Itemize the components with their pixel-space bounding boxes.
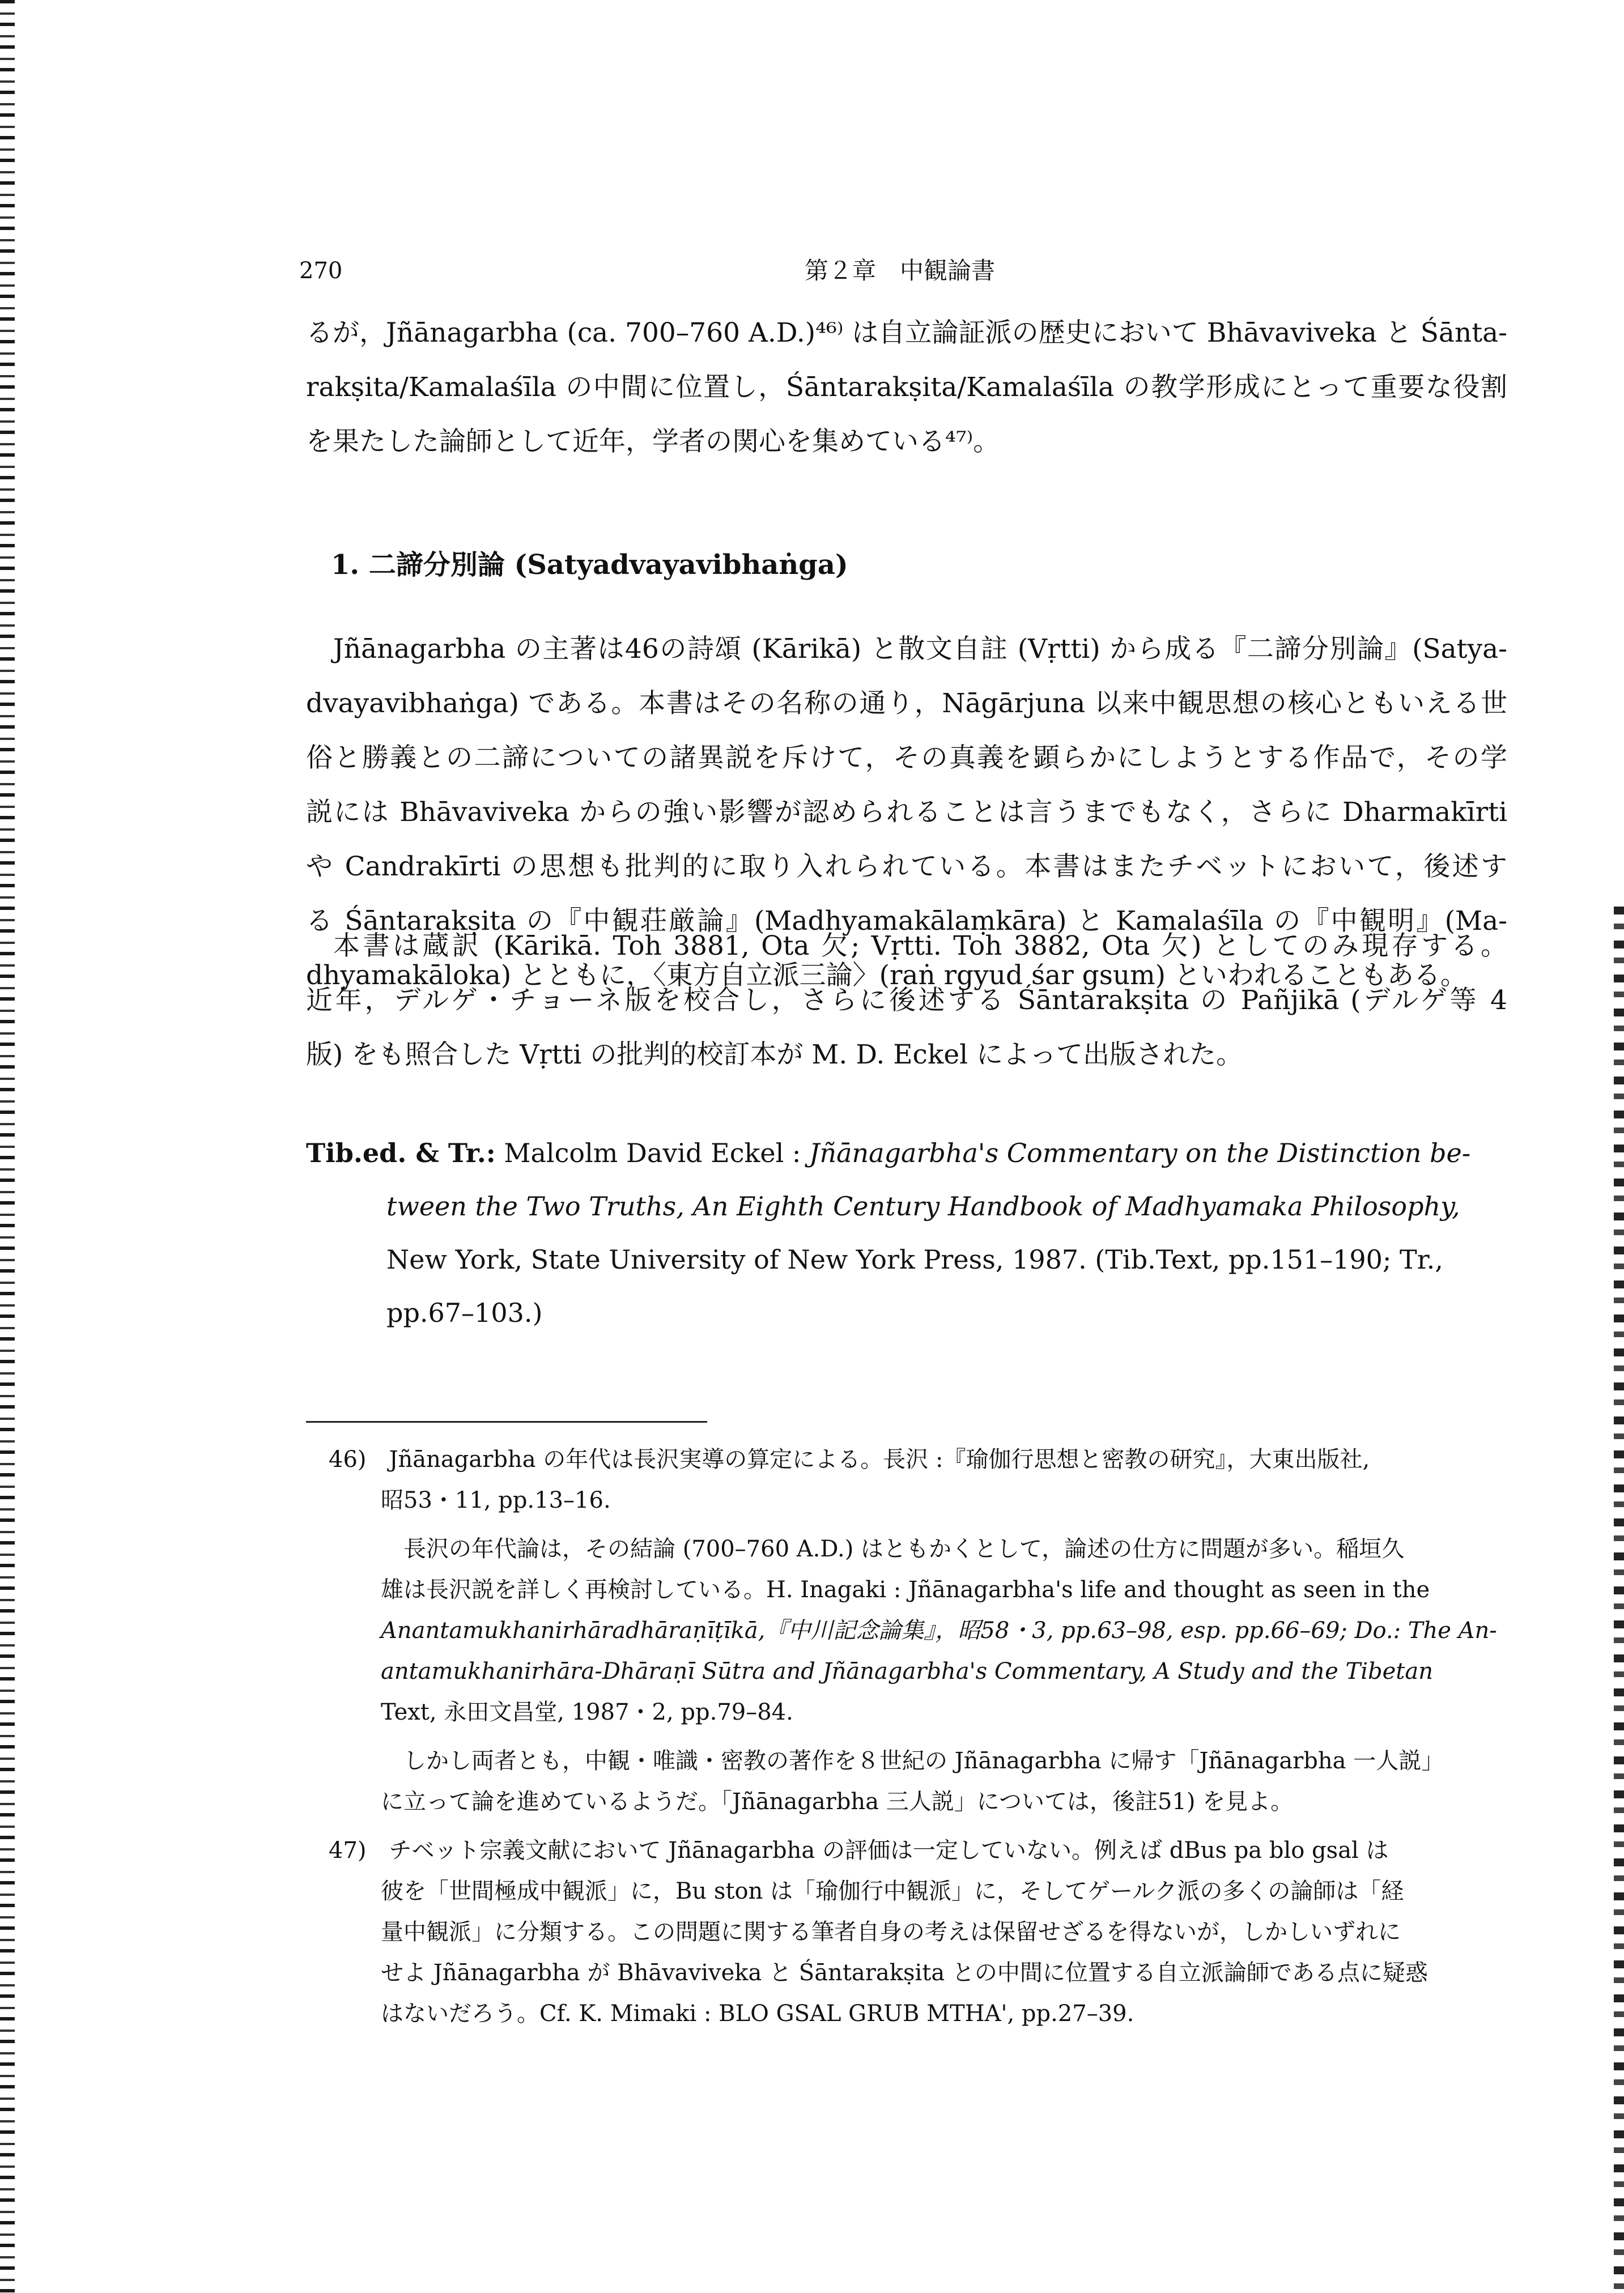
reference-line: New York, State University of New York Press, 1987. (Tib.Text, pp.151–190; Tr., [386,1244,1443,1275]
page-number: 270 [299,258,343,284]
edition-reference [306,1126,1507,1339]
footnote-line: に立って論を進めているようだ。「Jñānagarbha 三人説」については，後註51) を見よ。 [381,1789,1294,1815]
body-paragraph-2 [306,919,1507,1082]
footnote-line [329,1529,1507,1569]
reference-line: pp.67–103.) [386,1297,543,1328]
reference-line [306,1180,1507,1233]
reference-first-line [306,1126,1507,1180]
body-line: る Śāntarakṣita の『中観荘厳論』(Madhyamakālaṃkāra) と Kamalaśīla の『中観明』(Ma- [306,905,1507,937]
intro-paragraph [306,306,1507,469]
footnote-line [329,1651,1507,1692]
footnote-line: せよ Jñānagarbha が Bhāvaviveka と Śāntarakṣita との中間に位置する自立派論師である点に疑惑 [381,1960,1428,1986]
body-line: dhyamakāloka) とともに，〈東方自立派三論〉(raṅ rgyud śar gsum) といわれることもある。 [306,960,1467,991]
reference-title-cont: tween the Two Truths, An Eighth Century Handbook of Madhyamaka Philosophy, [386,1191,1460,1222]
body-line: や Candrakīrti の思想も批判的に取り入れられている。本書はまたチベットにおいて，後述す [306,851,1507,882]
section-heading: 1. 二諦分別論 (Satyadvayavibhaṅga) [331,549,848,581]
page-header [299,254,1500,288]
intro-line: を果たした論師として近年，学者の関心を集めている⁴⁷⁾。 [306,426,1000,457]
footnote-line: 量中観派」に分類する。この問題に関する筆者自身の考えは保留せざるを得ないが，しかしいずれに [381,1919,1401,1945]
footnote-line: 雄は長沢説を詳しく再検討している。H. Inagaki : Jñānagarbha's life and thought as seen in the [381,1577,1430,1603]
body-line: 説には Bhāvaviveka からの強い影響が認められることは言うまでもなく，さらに Dharmakīrti [306,797,1507,828]
footnotes [329,1439,1507,2034]
reference-label: Tib.ed. & Tr.: [306,1138,496,1168]
footnote-text: しかし両者とも，中観・唯識・密教の著作を８世紀の Jñānagarbha に帰す「Jñānagarbha 一人説」 [403,1748,1444,1774]
reference-author: Malcolm David Eckel : [495,1138,810,1168]
reference-title: Jñānagarbha's Commentary on the Distinction be- [809,1138,1471,1168]
body-line: dvayavibhaṅga) である。本書はその名称の通り，Nāgārjuna 以来中観思想の核心ともいえる世 [306,688,1507,719]
footnote-text: 長沢の年代論は，その結論 (700–760 A.D.) はともかくとして，論述の仕方に問題が多い。稲垣久 [403,1536,1405,1562]
body-line: 版) をも照合した Vṛtti の批判的校訂本が M. D. Eckel によって出版された。 [306,1039,1243,1070]
body-line: 近年，デルゲ・チョーネ版を校合し，さらに後述する Śāntarakṣita の Pañjikā (デルゲ等 4 [306,985,1507,1016]
footnote-46: 46) Jñānagarbha の年代は長沢実導の算定による。長沢 :『瑜伽行思想と密教の研究』，大東出版社, [329,1447,1370,1473]
intro-line: rakṣita/Kamalaśīla の中間に位置し，Śāntarakṣita/Kamalaśīla の教学形成にとって重要な役割 [306,372,1507,403]
intro-line: るが，Jñānagarbha (ca. 700–760 A.D.)⁴⁶⁾ は自立論証派の歴史において Bhāvaviveka と Śānta- [306,317,1507,348]
running-title: 第２章 中観論書 [804,257,995,284]
footnote-line: 彼を「世間極成中観派」に，Bu ston は「瑜伽行中観派」に，そしてゲールク派の多くの論師は「経 [381,1878,1404,1904]
footnote-line: 昭53・11, pp.13–16. [381,1487,611,1513]
footnote-line: Text, 永田文昌堂, 1987・2, pp.79–84. [381,1699,793,1725]
footnote-divider [306,1421,707,1423]
body-line: 俗と勝義との二諦についての諸異説を斥けて，その真義を顕らかにしようとする作品で，その学 [306,742,1507,773]
footnote-text: antamukhanirhāra-Dhāraṇī Sūtra and Jñānagarbha's Commentary, A Study and the Tibetan [381,1658,1433,1684]
footnote-line [329,1741,1507,1781]
footnote-line: はないだろう。Cf. K. Mimaki : BLO GSAL GRUB MTHA', pp.27–39. [381,2001,1134,2027]
body-line: 本書は蔵訳 (Kārikā. Toh 3881, Ota 欠; Vṛtti. Toh 3882, Ota 欠) としてのみ現存する。 [333,930,1507,962]
footnote-47: 47) チベット宗義文献において Jñānagarbha の評価は一定していない。例えば dBus pa blo gsal は [329,1837,1389,1864]
body-line: Jñānagarbha の主著は46の詩頌 (Kārikā) と散文自註 (Vṛtti) から成る『二諦分別論』(Satya- [333,633,1507,665]
footnote-line [329,1610,1507,1651]
footnote-text: Anantamukhanirhāradhāraṇīṭīkā,『中川記念論集』，昭58・3, pp.63–98, esp. pp.66–69; Do.: The An- [381,1618,1497,1644]
